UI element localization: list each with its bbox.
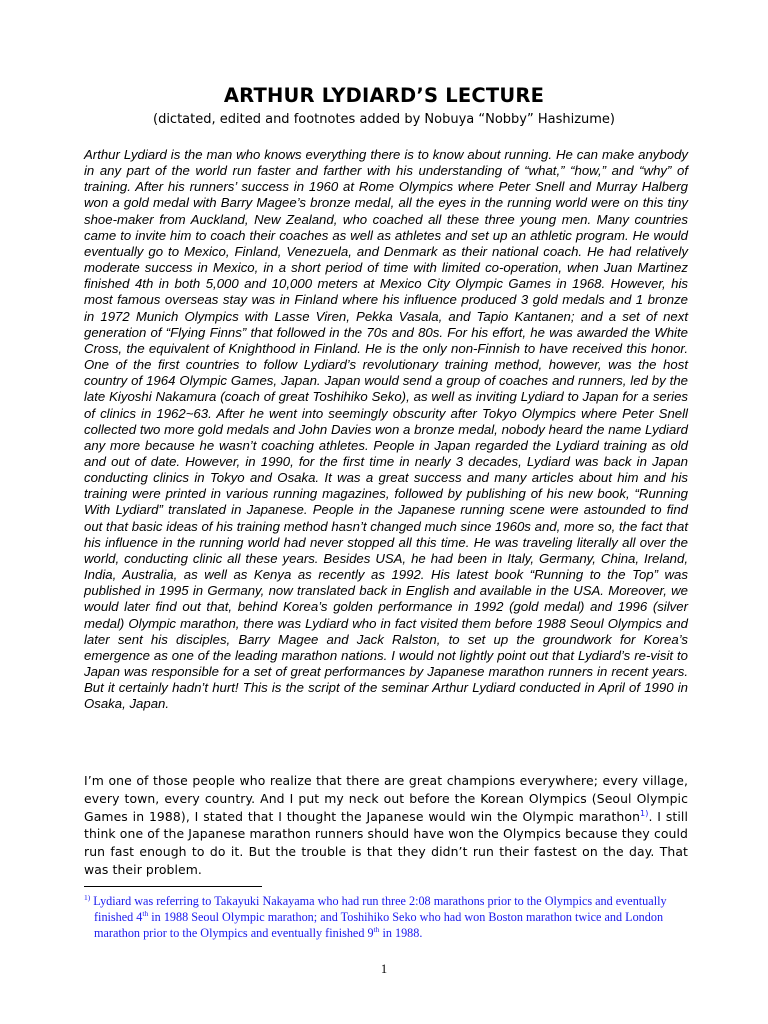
footnote-ordinal-2: th xyxy=(373,924,380,934)
footnote-reference[interactable]: 1) xyxy=(640,808,649,818)
page-number: 1 xyxy=(380,962,388,976)
document-subtitle: (dictated, edited and footnotes added by Nobuya “Nobby” Hashizume) xyxy=(153,112,615,127)
footnote-ordinal-1: th xyxy=(142,908,149,918)
lecture-paragraph xyxy=(84,772,688,879)
footnote-text-1: Lydiard was referring to Takayuki Nakayama who had run three 2:08 marathons prior to the Olympics and eventually xyxy=(90,894,667,908)
footnote-text-3: in 1988 Seoul Olympic marathon; and Toshihiko Seko who had won Boston marathon twice and London xyxy=(148,910,664,924)
footnote-text-5: in 1988. xyxy=(379,926,423,940)
lecture-text-part-2: . I still think one of the Japanese marathon runners should have won the Olympics because they could run fast enough to do it. But the trouble is that they didn’t run their fastest on the day. That was their problem. xyxy=(84,808,688,877)
lecture-text-part-1: I’m one of those people who realize that there are great champions everywhere; every village, every town, every country. And I put my neck out before the Korean Olympics (Seoul Olympic Games in 1988), I stated that I thought the Japanese would win the Olympic marathon xyxy=(84,773,688,824)
document-title: ARTHUR LYDIARD’S LECTURE xyxy=(223,84,545,107)
intro-paragraph: Arthur Lydiard is the man who knows everything there is to know about running. He can make anybody in any part of the world run faster and farther with his understanding of “what,” “how,” and “why” of training. After his runners’ success in 1960 at Rome Olympics where Peter Snell and Murray Halberg won a gold medal with Barry Magee’s bronze medal, all the eyes in the running world were on this tiny shoe-maker from Auckland, New Zealand, who coached all these three young men. Many countries came to invite him to coach their coaches as well as athletes and set up an athletic program. He would eventually go to Mexico, Finland, Venezuela, and Denmark as their national coach. He had relatively moderate success in Mexico, in a short period of time with limited co-operation, when Juan Martinez finished 4th in both 5,000 and 10,000 meters at Mexico City Olympic Games in 1968. However, his most famous overseas stay was in Finland where his influence produced 3 gold medals and 1 bronze in 1972 Munich Olympics with Lasse Viren, Pekka Vasala, and Tapio Kantanen; and a set of next generation of “Flying Finns” that followed in the 70s and 80s. For his effort, he was awarded the White Cross, the equivalent of Knighthood in Finland. He is the only non-Finnish to have received this honor. One of the first countries to follow Lydiard’s revolutionary training method, however, was the host country of 1964 Olympic Games, Japan. Japan would send a group of coaches and runners, led by the late Kiyoshi Nakamura (coach of great Toshihiko Seko), as well as inviting Lydiard to Japan for a series of clinics in 1962~63. After he went into seemingly obscurity after Tokyo Olympics where Peter Snell collected two more gold medals and John Davies won a bronze medal, nobody heard the name Lydiard any more because he wasn’t coaching athletes. People in Japan regarded the Lydiard training as old and out of date. However, in 1990, for the first time in nearly 3 decades, Lydiard was back in Japan conducting clinics in Tokyo and Osaka. It was a great success and many articles about him and his training were printed in various running magazines, followed by publishing of his new book, “Running With Lydiard” translated in Japanese. People in the Japanese running scene were astounded to find out that basic ideas of his training method hasn’t changed much since 1960s and, more so, the fact that his influence in the running world had never stopped all this time. He was traveling literally all over the world, conducting clinic all these years. Besides USA, he had been in Italy, Germany, China, Ireland, India, Australia, as well as Kenya as recently as 1992. His latest book “Running to the Top” was published in 1995 in Germany, now translated back in English and available in the USA. Moreover, we would later find out that, behind Korea’s golden performance in 1992 (gold medal) and 1996 (silver medal) Olympic marathon, there was Lydiard who in fact visited them before 1988 Seoul Olympics and later sent his disciples, Barry Magee and Jack Ralston, to set up the groundwork for Korea’s emergence as one of the leading marathon nations. I would not lightly point out that Lydiard’s re-visit to Japan was responsible for a set of great performances by Japanese marathon runners in recent years. But it certainly hadn’t hurt! This is the script of the seminar Arthur Lydiard conducted in April of 1990 in Osaka, Japan. xyxy=(84,147,688,712)
footnote-text-2: finished 4 xyxy=(94,910,143,924)
footnote-marker: 1) xyxy=(84,892,91,902)
footnote-divider xyxy=(84,886,262,887)
footnote-text-4: marathon prior to the Olympics and eventually finished 9 xyxy=(94,926,374,940)
footnote xyxy=(84,893,688,941)
